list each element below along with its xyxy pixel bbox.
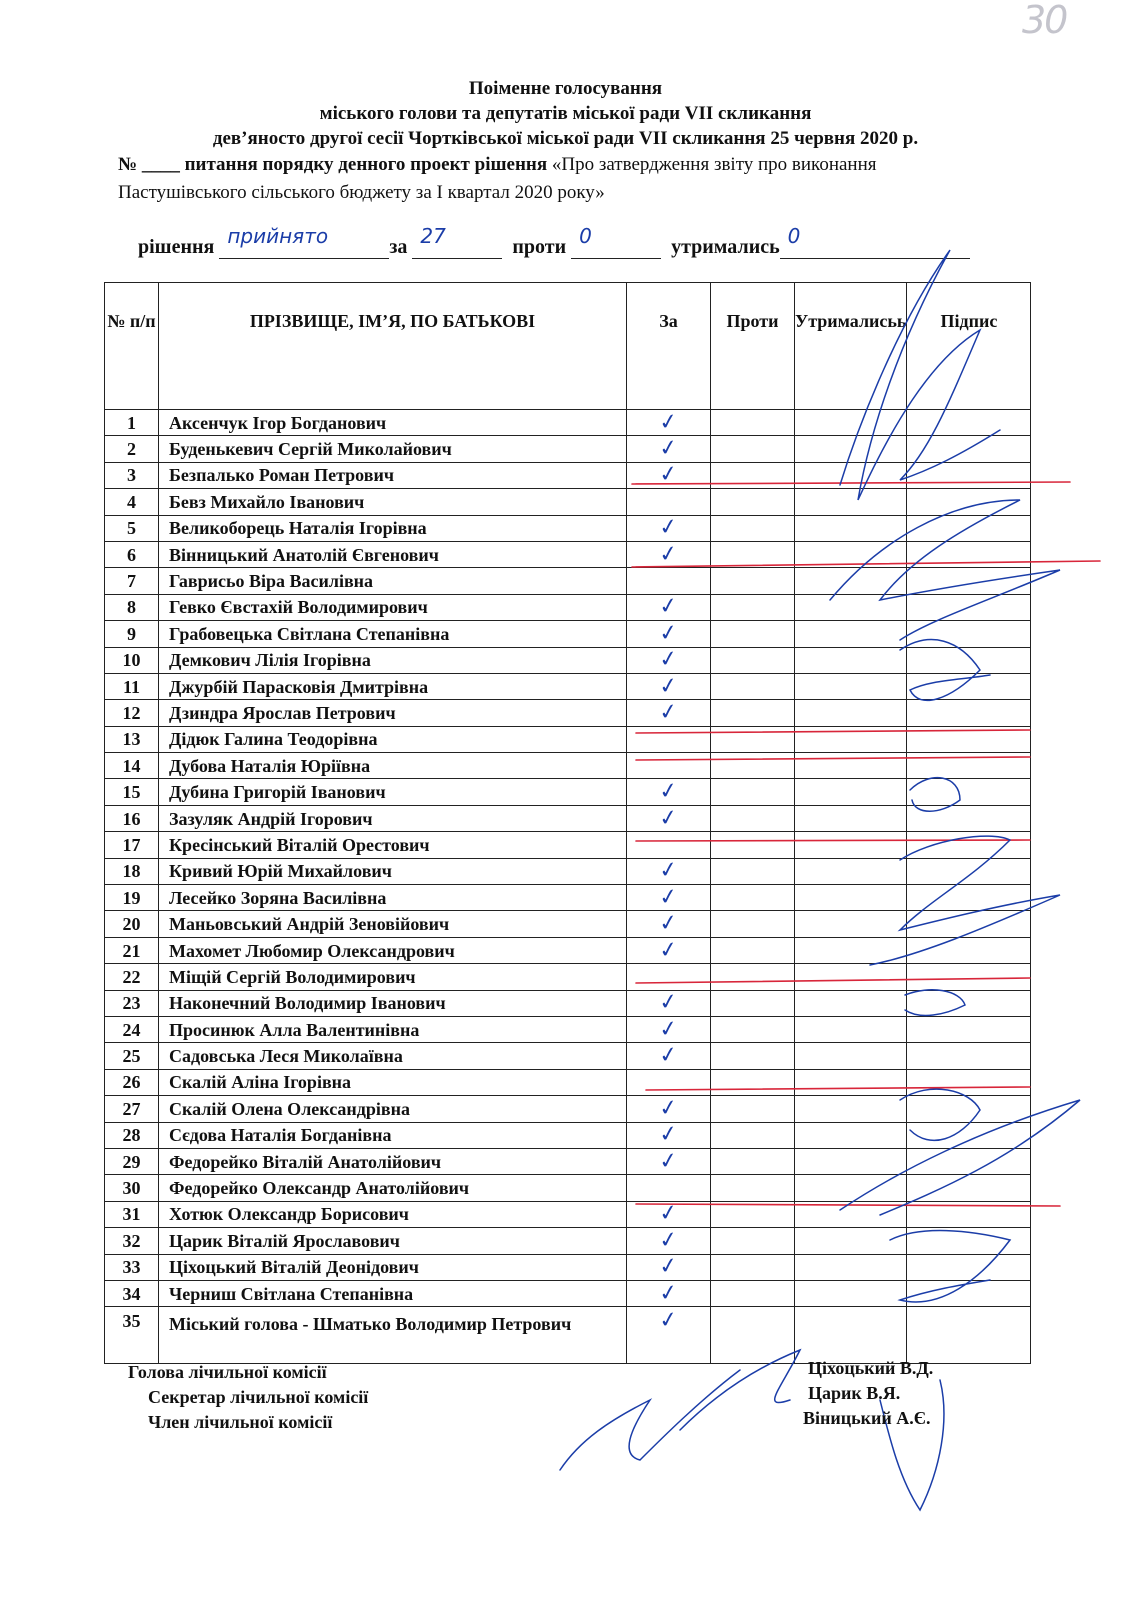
row-number: 30	[105, 1175, 159, 1201]
row-name: Кривий Юрій Михайлович	[159, 858, 627, 884]
check-mark-icon: ✓	[657, 936, 680, 964]
row-name: Наконечний Володимир Іванович	[159, 990, 627, 1016]
check-mark-icon: ✓	[657, 1226, 680, 1254]
check-mark-icon: ✓	[657, 461, 680, 489]
row-number: 17	[105, 832, 159, 858]
row-name: Просинюк Алла Валентинівна	[159, 1016, 627, 1042]
row-name: Демкович Лілія Ігорівна	[159, 647, 627, 673]
row-name: Дубова Наталія Юріївна	[159, 753, 627, 779]
row-name: Садовська Леся Миколаївна	[159, 1043, 627, 1069]
commission-signature-1	[560, 1370, 740, 1470]
row-name: Федорейко Віталій Анатолійович	[159, 1148, 627, 1174]
row-number: 25	[105, 1043, 159, 1069]
header-for: За	[627, 283, 711, 410]
header-num: № п/п	[105, 283, 159, 410]
row-number: 28	[105, 1122, 159, 1148]
check-mark-icon: ✓	[657, 540, 680, 568]
row-number: 27	[105, 1096, 159, 1122]
row-number: 2	[105, 436, 159, 462]
row-number: 19	[105, 885, 159, 911]
check-mark-icon: ✓	[657, 514, 680, 542]
row-name: Черниш Світлана Степанівна	[159, 1280, 627, 1306]
row-number: 3	[105, 462, 159, 488]
check-mark-icon: ✓	[657, 1200, 680, 1228]
row-number: 23	[105, 990, 159, 1016]
signature-block-7	[900, 1089, 980, 1140]
row-name: Хотюк Олександр Борисович	[159, 1201, 627, 1227]
row-number: 24	[105, 1016, 159, 1042]
commission-chair-label: Голова лічильної комісії	[128, 1362, 327, 1382]
check-mark-icon: ✓	[657, 1253, 680, 1281]
check-mark-icon: ✓	[657, 1279, 680, 1307]
abstain-label: утримались	[671, 236, 780, 258]
row-number: 5	[105, 515, 159, 541]
row-name: Дзиндра Ярослав Петрович	[159, 700, 627, 726]
commission-chair-name: Ціхоцький В.Д.	[808, 1358, 934, 1378]
for-count: 27	[420, 224, 446, 248]
row-number: 10	[105, 647, 159, 673]
signature-block-1	[840, 250, 1000, 500]
row-number: 4	[105, 489, 159, 515]
row-name: Скалій Аліна Ігорівна	[159, 1069, 627, 1095]
check-mark-icon: ✓	[657, 857, 680, 885]
row-name: Гаврисьо Віра Василівна	[159, 568, 627, 594]
row-number: 6	[105, 541, 159, 567]
check-mark-icon: ✓	[657, 672, 680, 700]
title-line-3: дев’яносто другої сесії Чортківської міської ради VII скликання 25 червня 2020 р.	[212, 128, 919, 149]
row-name: Міщій Сергій Володимирович	[159, 964, 627, 990]
header-against: Проти	[711, 283, 795, 410]
for-label: за	[389, 236, 408, 258]
strike-row-26	[646, 1087, 1030, 1090]
commission-member-name: Віницький А.Є.	[803, 1408, 931, 1428]
row-name: Дідюк Галина Теодорівна	[159, 726, 627, 752]
row-name: Безпалько Роман Петрович	[159, 462, 627, 488]
row-name: Ціхоцький Віталій Деонідович	[159, 1254, 627, 1280]
row-name: Царик Віталій Ярославович	[159, 1228, 627, 1254]
decision-value: прийнято	[227, 224, 329, 248]
row-number: 29	[105, 1148, 159, 1174]
row-name: Великоборець Наталія Ігорівна	[159, 515, 627, 541]
commission-member-label: Член лічильної комісії	[148, 1412, 333, 1432]
row-name: Джурбій Парасковія Дмитрівна	[159, 673, 627, 699]
row-number: 22	[105, 964, 159, 990]
strike-row-13	[636, 730, 1030, 733]
strike-row-17	[636, 840, 1030, 841]
row-name: Федорейко Олександр Анатолійович	[159, 1175, 627, 1201]
row-name: Буденькевич Сергій Миколайович	[159, 436, 627, 462]
check-mark-icon: ✓	[657, 593, 680, 621]
check-mark-icon: ✓	[657, 1147, 680, 1175]
commission-secretary-label: Секретар лічильної комісії	[148, 1387, 369, 1407]
row-name: Вінницький Анатолій Євгенович	[159, 541, 627, 567]
check-mark-icon: ✓	[657, 777, 680, 806]
header-name: ПРІЗВИЩЕ, ІМ’Я, ПО БАТЬКОВІ	[159, 283, 627, 410]
check-mark-icon: ✓	[657, 698, 680, 727]
decision-label: рішення	[138, 236, 215, 258]
row-number: 31	[105, 1201, 159, 1227]
row-number: 15	[105, 779, 159, 805]
page-number: 30	[1022, 0, 1067, 42]
check-mark-icon: ✓	[657, 1307, 680, 1335]
row-number: 35	[105, 1307, 159, 1364]
row-name: Грабовецька Світлана Степанівна	[159, 621, 627, 647]
row-number: 33	[105, 1254, 159, 1280]
check-mark-icon: ✓	[657, 804, 680, 832]
abstain-count: 0	[787, 224, 801, 248]
row-name: Скалій Олена Олександрівна	[159, 1096, 627, 1122]
row-number: 12	[105, 700, 159, 726]
row-name: Дубина Григорій Іванович	[159, 779, 627, 805]
header-abstain: Утрималисьь	[795, 283, 907, 410]
row-number: 1	[105, 410, 159, 436]
row-number: 18	[105, 858, 159, 884]
row-number: 11	[105, 673, 159, 699]
row-name: Бевз Михайло Іванович	[159, 489, 627, 515]
check-mark-icon: ✓	[657, 434, 680, 463]
check-mark-icon: ✓	[657, 883, 680, 911]
commission-signature-2	[680, 1350, 800, 1430]
row-number: 7	[105, 568, 159, 594]
check-mark-icon: ✓	[657, 646, 680, 674]
row-number: 20	[105, 911, 159, 937]
check-mark-icon: ✓	[657, 1041, 680, 1070]
strike-row-22	[636, 978, 1030, 983]
against-label: проти	[512, 236, 567, 258]
signature-block-8	[840, 1100, 1080, 1215]
title-line-2: міського голови та депутатів міської ради VII скликання	[319, 103, 812, 124]
strike-row-14	[636, 757, 1030, 760]
row-name: Маньовський Андрій Зеновійович	[159, 911, 627, 937]
check-mark-icon: ✓	[657, 1121, 680, 1149]
signature-block-2	[830, 500, 1060, 640]
row-number: 21	[105, 937, 159, 963]
row-name: Махомет Любомир Олександрович	[159, 937, 627, 963]
title-line-5: Пастушівського сільського бюджету за І квартал 2020 року»	[118, 182, 605, 203]
signature-block-5	[870, 836, 1060, 965]
row-name: Міський голова - Шматько Володимир Петрович	[159, 1307, 627, 1364]
check-mark-icon: ✓	[657, 909, 680, 938]
title-line-1: Поіменне голосування	[468, 78, 663, 99]
row-number: 14	[105, 753, 159, 779]
signature-block-9	[890, 1231, 1010, 1302]
row-name: Кресінський Віталій Орестович	[159, 832, 627, 858]
signature-block-3	[900, 640, 990, 701]
signature-block-6	[905, 990, 965, 1016]
against-count: 0	[579, 224, 592, 248]
row-number: 13	[105, 726, 159, 752]
row-name: Сєдова Наталія Богданівна	[159, 1122, 627, 1148]
row-name: Лесейко Зоряна Василівна	[159, 885, 627, 911]
row-number: 16	[105, 805, 159, 831]
row-number: 32	[105, 1228, 159, 1254]
check-mark-icon: ✓	[657, 1094, 680, 1123]
check-mark-icon: ✓	[657, 989, 680, 1017]
row-name: Гевко Євстахій Володимирович	[159, 594, 627, 620]
row-number: 9	[105, 621, 159, 647]
draft-title-start: «Про затвердження звіту про виконання	[551, 154, 877, 175]
row-number: 34	[105, 1280, 159, 1306]
check-mark-icon: ✓	[657, 619, 680, 647]
row-number: 8	[105, 594, 159, 620]
check-mark-icon: ✓	[657, 1015, 680, 1043]
check-mark-icon: ✓	[657, 408, 680, 436]
signature-block-4	[910, 778, 960, 812]
row-name: Зазуляк Андрій Ігорович	[159, 805, 627, 831]
row-name: Аксенчук Ігор Богданович	[159, 410, 627, 436]
row-number: 26	[105, 1069, 159, 1095]
strike-row-4	[632, 482, 1070, 484]
commission-secretary-name: Царик В.Я.	[808, 1383, 901, 1403]
header-signature: Підпис	[907, 283, 1031, 410]
agenda-item-prefix: № ____ питання порядку денного проект рішення	[118, 154, 548, 175]
